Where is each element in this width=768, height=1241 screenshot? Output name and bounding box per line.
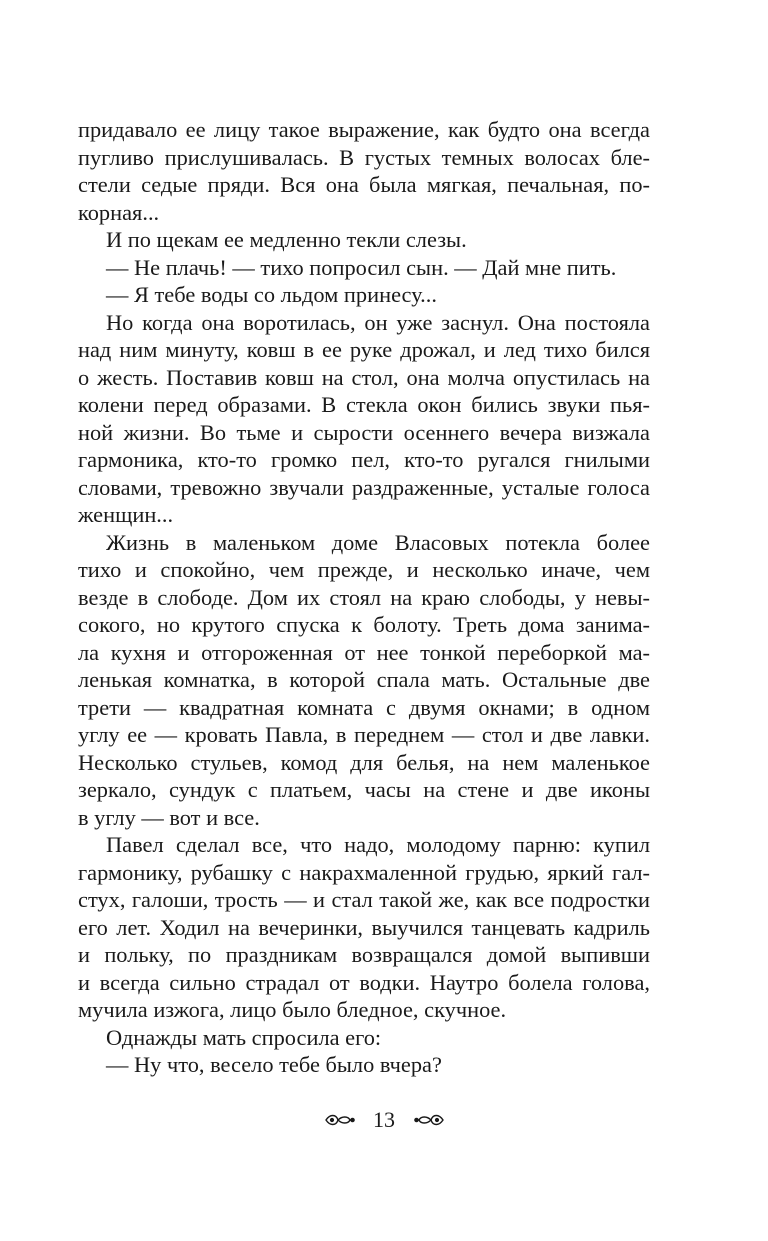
text-line: корная... xyxy=(78,199,160,225)
text-line: придавало ее лицу такое выражение, как будто она всегда xyxy=(78,117,650,142)
text-line: в углу — вот и все. xyxy=(78,804,260,830)
text-line: стух, галоши, трость — и стал такой же, как все подростки xyxy=(78,887,650,912)
text-line: стели седые пряди. Вся она была мягкая, печальная, по- xyxy=(78,172,650,197)
text-line: Несколько стульев, комод для белья, на нем маленькое xyxy=(78,749,650,775)
text-line: тихо и спокойно, чем прежде, и несколько иначе, чем xyxy=(78,557,650,582)
text-line: гармонику, рубашку с накрахмаленной грудью, яркий гал- xyxy=(78,859,650,885)
text-line: — Ну что, весело тебе было вчера? xyxy=(106,1052,442,1077)
text-line: Однажды мать спросила его: xyxy=(106,1024,382,1050)
book-page-text xyxy=(78,116,650,1079)
text-line: — Не плачь! — тихо попросил сын. — Дай мне пить. xyxy=(106,254,617,280)
text-line: Жизнь в маленьком доме Власовых потекла более xyxy=(106,529,650,555)
page-footer xyxy=(0,1104,768,1134)
text-line: трети — квадратная комната с двумя окнами; в одном xyxy=(78,694,650,720)
text-line: пугливо прислушивалась. В густых темных волосах бле- xyxy=(78,144,650,170)
text-line: сокого, но крутого спуска к болоту. Треть дома занима- xyxy=(78,612,650,637)
text-line: колени перед образами. В стекла окон бились звуки пья- xyxy=(78,392,650,417)
text-line: его лет. Ходил на вечеринки, выучился танцевать кадриль xyxy=(78,914,650,940)
text-line: словами, тревожно звучали раздраженные, усталые голоса xyxy=(78,474,650,500)
text-line: и польку, по праздникам возвращался домой выпивши xyxy=(78,942,650,967)
text-line: о жесть. Поставив ковш на стол, она молча опустилась на xyxy=(78,364,650,390)
floral-ornament-icon xyxy=(324,1111,356,1129)
text-line: и всегда сильно страдал от водки. Наутро болела голова, xyxy=(78,969,650,995)
text-line: углу ее — кровать Павла, в переднем — стол и две лавки. xyxy=(78,722,650,747)
text-line: ленькая комнатка, в которой спала мать. Остальные две xyxy=(78,667,650,692)
text-line: Но когда она воротилась, он уже заснул. Она постояла xyxy=(106,309,650,335)
text-line: Павел сделал все, что надо, молодому парню: купил xyxy=(106,832,650,857)
text-line: над ним минуту, ковш в ее руке дрожал, и лед тихо бился xyxy=(78,337,650,362)
text-line: И по щекам ее медленно текли слезы. xyxy=(106,227,467,252)
page-number: 13 xyxy=(373,1106,395,1132)
text-line: ной жизни. Во тьме и сырости осеннего вечера визжала xyxy=(78,419,650,445)
text-line: гармоника, кто-то громко пел, кто-то ругался гнилыми xyxy=(78,447,650,472)
text-line: — Я тебе воды со льдом принесу... xyxy=(106,282,437,307)
text-line: мучила изжога, лицо было бледное, скучное. xyxy=(78,997,507,1022)
floral-ornament-icon xyxy=(413,1111,445,1129)
text-line: женщин... xyxy=(78,502,174,527)
text-line: зеркало, сундук с платьем, часы на стене и две иконы xyxy=(78,777,650,802)
text-line: везде в слободе. Дом их стоял на краю слободы, у невы- xyxy=(78,584,650,610)
text-line: ла кухня и отгороженная от нее тонкой переборкой ма- xyxy=(78,639,650,665)
